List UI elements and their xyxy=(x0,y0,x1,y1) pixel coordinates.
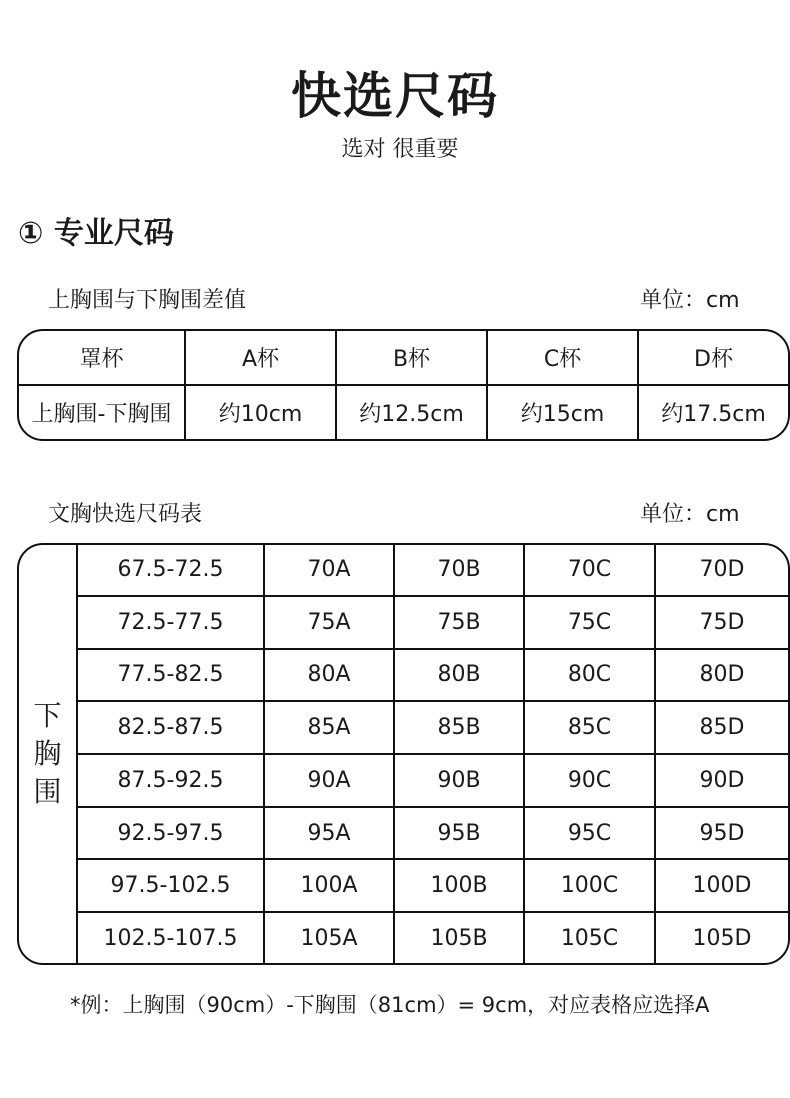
table-cell: 约17.5cm xyxy=(638,385,788,439)
side-label: 下胸围 xyxy=(33,699,62,808)
size-cell: 90C xyxy=(524,754,655,807)
size-cell: 85C xyxy=(524,701,655,754)
underbust-range-cell: 82.5-87.5 xyxy=(77,701,264,754)
page-title: 快选尺码 xyxy=(291,67,499,125)
size-cell: 75B xyxy=(394,596,524,649)
size-cell: 75D xyxy=(655,596,788,649)
table-row xyxy=(19,807,788,860)
size-cell: 105C xyxy=(524,912,655,963)
underbust-range-cell: 87.5-92.5 xyxy=(77,754,264,807)
size-cell: 100A xyxy=(264,859,394,912)
size-table-body xyxy=(19,545,788,963)
size-cell: 105A xyxy=(264,912,394,963)
table-header-row xyxy=(19,331,788,385)
size-cell: 85B xyxy=(394,701,524,754)
table-row xyxy=(19,859,788,912)
side-label-cell xyxy=(19,545,77,963)
size-cell: 80B xyxy=(394,649,524,702)
header-cell: D杯 xyxy=(638,331,788,385)
size-cell: 100D xyxy=(655,859,788,912)
underbust-range-cell: 67.5-72.5 xyxy=(77,545,264,596)
diff-table-caption: 上胸围与下胸围差值 xyxy=(48,288,247,313)
example-note: *例：上胸围（90cm）-下胸围（81cm）= 9cm，对应表格应选择A xyxy=(70,993,710,1017)
size-cell: 80D xyxy=(655,649,788,702)
underbust-range-cell: 97.5-102.5 xyxy=(77,859,264,912)
table-row xyxy=(19,649,788,702)
size-cell: 100B xyxy=(394,859,524,912)
underbust-range-cell: 72.5-77.5 xyxy=(77,596,264,649)
size-cell: 80C xyxy=(524,649,655,702)
table-row xyxy=(19,596,788,649)
size-cell: 95D xyxy=(655,807,788,860)
size-cell: 70D xyxy=(655,545,788,596)
size-cell: 70C xyxy=(524,545,655,596)
size-cell: 105B xyxy=(394,912,524,963)
size-cell: 90B xyxy=(394,754,524,807)
table-cell: 约12.5cm xyxy=(336,385,487,439)
header-cell: B杯 xyxy=(336,331,487,385)
table-row xyxy=(19,545,788,596)
size-table-unit: 单位：cm xyxy=(640,502,740,527)
size-cell: 95B xyxy=(394,807,524,860)
size-cell: 85D xyxy=(655,701,788,754)
size-cell: 75A xyxy=(264,596,394,649)
table-cell: 约15cm xyxy=(487,385,638,439)
bra-size-table xyxy=(17,543,790,965)
table-cell: 上胸围-下胸围 xyxy=(19,385,185,439)
size-table-caption: 文胸快选尺码表 xyxy=(48,502,203,527)
size-cell: 105D xyxy=(655,912,788,963)
table-row xyxy=(19,912,788,963)
header-cell: C杯 xyxy=(487,331,638,385)
table-row xyxy=(19,385,788,439)
size-cell: 95A xyxy=(264,807,394,860)
size-cell: 80A xyxy=(264,649,394,702)
size-cell: 85A xyxy=(264,701,394,754)
size-cell: 90D xyxy=(655,754,788,807)
size-cell: 70A xyxy=(264,545,394,596)
size-cell: 75C xyxy=(524,596,655,649)
header-cell: 罩杯 xyxy=(79,347,124,372)
section-heading: ① 专业尺码 xyxy=(18,216,174,251)
size-cell: 100C xyxy=(524,859,655,912)
page-subtitle: 选对 很重要 xyxy=(341,137,459,162)
table-row xyxy=(19,754,788,807)
cup-difference-table xyxy=(17,329,790,441)
underbust-range-cell: 102.5-107.5 xyxy=(77,912,264,963)
underbust-range-cell: 92.5-97.5 xyxy=(77,807,264,860)
size-cell: 70B xyxy=(394,545,524,596)
table-cell: 约10cm xyxy=(185,385,336,439)
header-cell: A杯 xyxy=(185,331,336,385)
size-cell: 90A xyxy=(264,754,394,807)
size-cell: 95C xyxy=(524,807,655,860)
diff-table-unit: 单位：cm xyxy=(640,288,740,313)
underbust-range-cell: 77.5-82.5 xyxy=(77,649,264,702)
table-row xyxy=(19,701,788,754)
